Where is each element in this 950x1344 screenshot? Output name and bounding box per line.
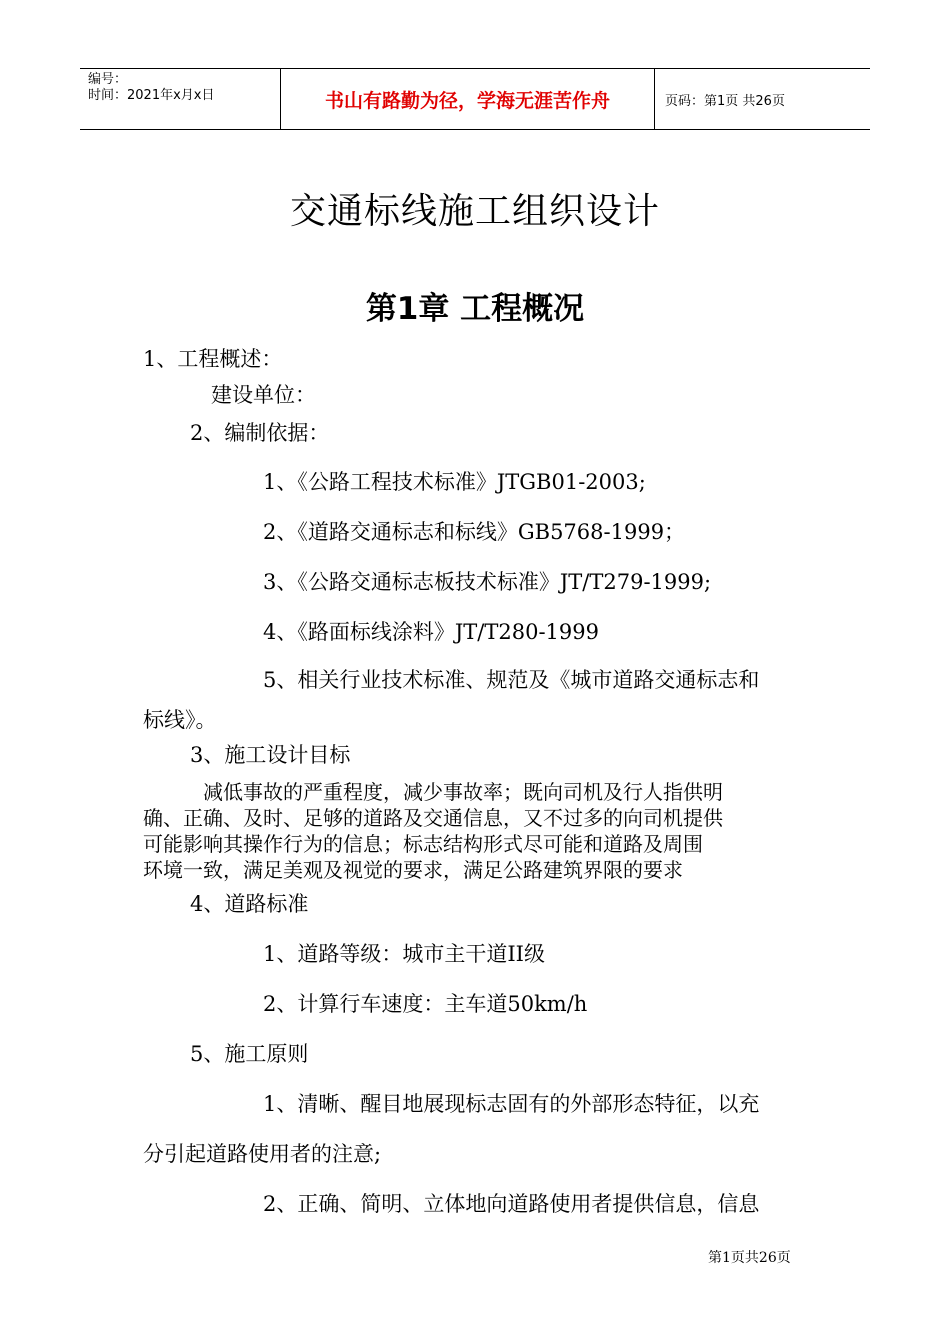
body-line: 可能影响其操作行为的信息；标志结构形式尽可能和道路及周围 — [143, 832, 703, 856]
body-line: 减低事故的严重程度，减少事故率；既向司机及行人指供明 — [203, 780, 723, 804]
list-item: 1、道路等级：城市主干道II级 — [263, 942, 545, 966]
header-meta — [80, 69, 281, 129]
list-item: 4、《路面标线涂料》JT/T280-1999 — [263, 620, 599, 644]
list-item-continuation: 标线》。 — [143, 708, 217, 732]
section-heading: 3、施工设计目标 — [190, 743, 351, 767]
list-item: 1、《公路工程技术标准》JTGB01-2003; — [263, 470, 646, 494]
page-header — [80, 68, 870, 130]
page-footer: 第1页共26页 — [708, 1250, 791, 1266]
header-page-info: 页码：第1页 共26页 — [665, 93, 785, 109]
section-heading: 1、工程概述： — [143, 347, 283, 371]
list-item: 5、相关行业技术标准、规范及《城市道路交通标志和 — [263, 668, 760, 692]
list-item: 3、《公路交通标志板技术标准》JT/T279-1999; — [263, 570, 712, 594]
list-item: 2、《道路交通标志和标线》GB5768-1999； — [263, 520, 686, 544]
section-heading: 5、施工原则 — [190, 1042, 309, 1066]
body-line: 建设单位： — [211, 383, 316, 407]
list-item-continuation: 分引起道路使用者的注意; — [143, 1142, 382, 1166]
chapter-title: 第1章 工程概况 — [365, 291, 585, 327]
section-heading: 4、道路标准 — [190, 892, 309, 916]
body-line: 环境一致，满足美观及视觉的要求，满足公路建筑界限的要求 — [143, 858, 683, 882]
list-item: 1、清晰、醒目地展现标志固有的外部形态特征，以充 — [263, 1092, 760, 1116]
list-item: 2、计算行车速度：主车道50km/h — [263, 992, 588, 1016]
time-label: 时间：2021年x月x日 — [88, 88, 215, 103]
body-line: 确、正确、及时、足够的道路及交通信息，又不过多的向司机提供 — [143, 806, 723, 830]
number-label: 编号： — [88, 72, 128, 87]
document-title: 交通标线施工组织设计 — [289, 191, 660, 232]
header-motto: 书山有路勤为径，学海无涯苦作舟 — [281, 69, 655, 129]
section-heading: 2、编制依据： — [190, 421, 330, 445]
list-item: 2、正确、简明、立体地向道路使用者提供信息，信息 — [263, 1192, 760, 1216]
